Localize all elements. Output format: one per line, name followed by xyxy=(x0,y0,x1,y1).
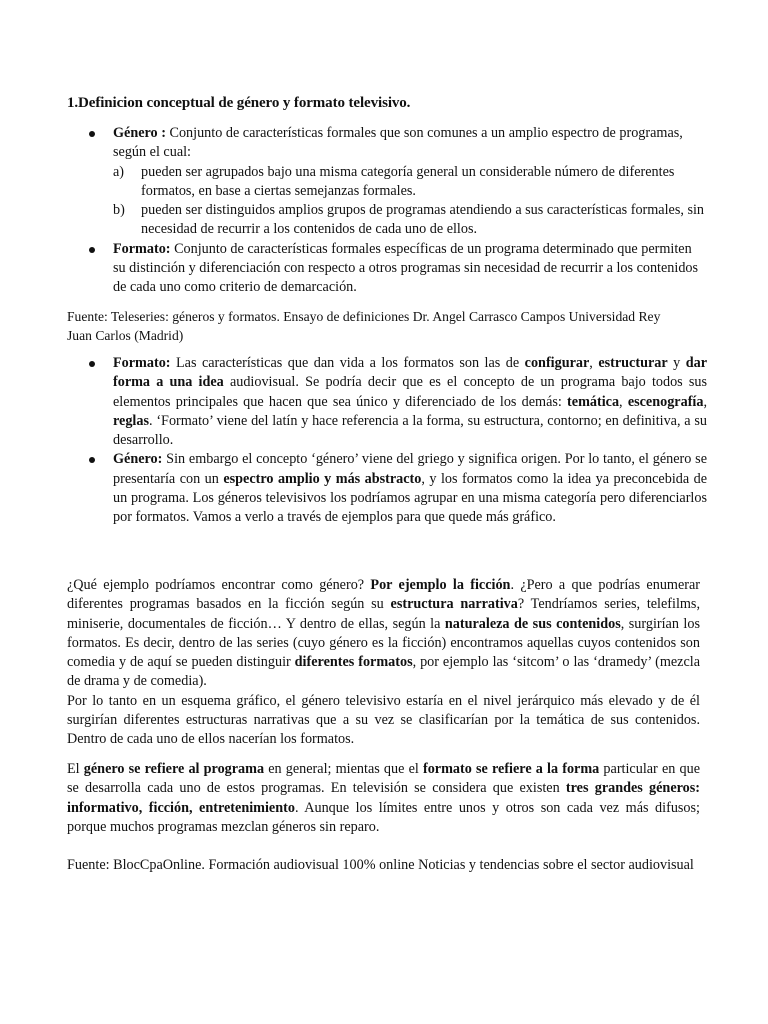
bold-run: Por ejemplo la ficción xyxy=(370,577,511,593)
sub-list xyxy=(113,163,707,240)
term-genero: Género : xyxy=(113,125,166,141)
sub-item-marker: b) xyxy=(113,202,125,219)
definition-text: Conjunto de características formales específicas de un programa determinado que permiten su distinción y diferenciación con respecto a otros programas sin necesidad de recurrir a los contenidos de cada uno como criterio de demarcación. xyxy=(113,240,699,296)
bullet-icon xyxy=(89,131,95,137)
sub-item-text: pueden ser distinguidos amplios grupos de programas atendiendo a sus características formales, sin necesidad de recurrir a los contenidos de cada uno de ellos. xyxy=(141,202,705,238)
list-item-genero xyxy=(67,124,707,240)
paragraph-block xyxy=(67,576,700,692)
source-citation-2: Fuente: BlocCpaOnline. Formación audiovisual 100% online Noticias y tendencias sobre el sector audiovisual xyxy=(67,857,694,873)
text-run: y xyxy=(667,355,686,371)
bold-run: tres grandes géneros: informativo, ficción, entretenimiento xyxy=(67,780,700,816)
text-run: El xyxy=(67,761,84,777)
section-heading: 1.Definicion conceptual de género y formato televisivo. xyxy=(67,95,411,111)
sub-item-b xyxy=(113,201,707,240)
bold-run: configurar xyxy=(524,355,590,371)
paragraph-block: Por lo tanto en un esquema gráfico, el género televisivo estaría en el nivel jerárquico más elevado y de él surgirían diferentes estructuras narrativas que a su vez se clasificarían por la temática de sus contenidos. Dentro de cada uno de ellos nacerían los formatos. xyxy=(67,692,700,748)
bullet-icon xyxy=(89,361,95,367)
summary-paragraph xyxy=(67,760,700,837)
bullet-icon xyxy=(89,457,95,463)
term: Formato: xyxy=(113,355,171,371)
text-run: Sin embargo el concepto ‘género’ viene del griego y significa origen. Por lo tanto, el género se presentaría con un xyxy=(113,451,707,487)
text-run: . Aunque los límites entre unos y otros son cada vez más difusos; porque muchos programas mezclan géneros sin reparo. xyxy=(67,799,700,835)
sub-item-text: pueden ser agrupados bajo una misma categoría general un considerable número de diferentes formatos, en base a ciertas semejanzas formales. xyxy=(141,163,675,199)
text-run: ¿Qué ejemplo podríamos encontrar como género? xyxy=(67,577,371,593)
sub-item-marker: a) xyxy=(113,163,125,180)
text-run: , xyxy=(619,393,628,410)
bold-run: formato se refiere a la forma xyxy=(422,761,600,777)
text-run: . ‘Formato’ viene del latín y hace referencia a la forma, su estructura, contorno; en definitiva, a su desarrollo. xyxy=(113,412,707,449)
text-run: Las características que dan vida a los formatos son las de xyxy=(170,355,525,371)
bullet-icon xyxy=(89,247,95,253)
text-run: , xyxy=(703,393,708,410)
definitions-list xyxy=(67,124,707,298)
bold-run: estructurar xyxy=(598,355,668,371)
bold-run: naturaleza de sus contenidos xyxy=(444,615,621,632)
text-run: ? Tendríamos series, telefilms, miniserie, documentales de ficción… Y dentro de ellas, según la xyxy=(67,596,701,632)
concepts-list xyxy=(67,354,707,528)
bold-run: dar forma a una idea xyxy=(113,355,707,391)
text-run: , xyxy=(589,355,599,371)
source-line: Fuente: Teleseries: géneros y formatos. Ensayo de definiciones Dr. Angel Carrasco Campos Universidad Rey xyxy=(67,309,661,324)
example-paragraph xyxy=(67,576,700,750)
sub-item-a xyxy=(113,163,707,202)
source-citation xyxy=(67,307,660,345)
bold-run: escenografía xyxy=(627,393,704,410)
text-run: en general; mientas que el xyxy=(264,761,423,777)
text-run: . ¿Pero a que podrías enumerar diferentes programas basados en la ficción según su xyxy=(67,577,700,613)
source-line: Juan Carlos (Madrid) xyxy=(67,328,184,343)
bold-run: espectro amplio y más abstracto xyxy=(223,470,422,487)
bold-run: diferentes formatos xyxy=(294,654,413,671)
definition-text: Conjunto de características formales que son comunes a un amplio espectro de programas, según el cual: xyxy=(113,125,683,161)
text-run: audiovisual. Se podría decir que es el concepto de un programa bajo todos sus elementos principales que hacen que sea único y diferenciado de los demás: xyxy=(113,374,707,410)
text-run: particular en que se desarrolla cada uno de estos programas. En televisión se considera que existen xyxy=(67,761,700,797)
list-item-formato-2 xyxy=(67,354,707,450)
list-item-formato xyxy=(67,240,707,298)
text-run: , y los formatos como la idea ya preconcebida de un programa. Los géneros televisivos los podríamos agrupar en una misma categoría pero diferenciarlos por formatos. Vamos a verlo a través de ejemplos para que quede más gráfico. xyxy=(113,470,708,526)
list-item-genero-2 xyxy=(67,450,707,527)
term: Género: xyxy=(113,451,163,468)
term-formato: Formato: xyxy=(113,240,171,257)
bold-run: temática xyxy=(567,393,620,410)
bold-run: reglas xyxy=(113,412,149,429)
bold-run: género se refiere al programa xyxy=(83,761,265,777)
bold-run: estructura narrativa xyxy=(390,596,518,613)
text-run: , surgirían los formatos. Es decir, dentro de las series (cuyo género es la ficción) encontramos aquellas cuyos contenidos son comedia y de aquí se pueden distinguir xyxy=(67,615,700,671)
text-run: , por ejemplo las ‘sitcom’ o las ‘dramedy’ (mezcla de drama y de comedia). xyxy=(67,654,700,690)
